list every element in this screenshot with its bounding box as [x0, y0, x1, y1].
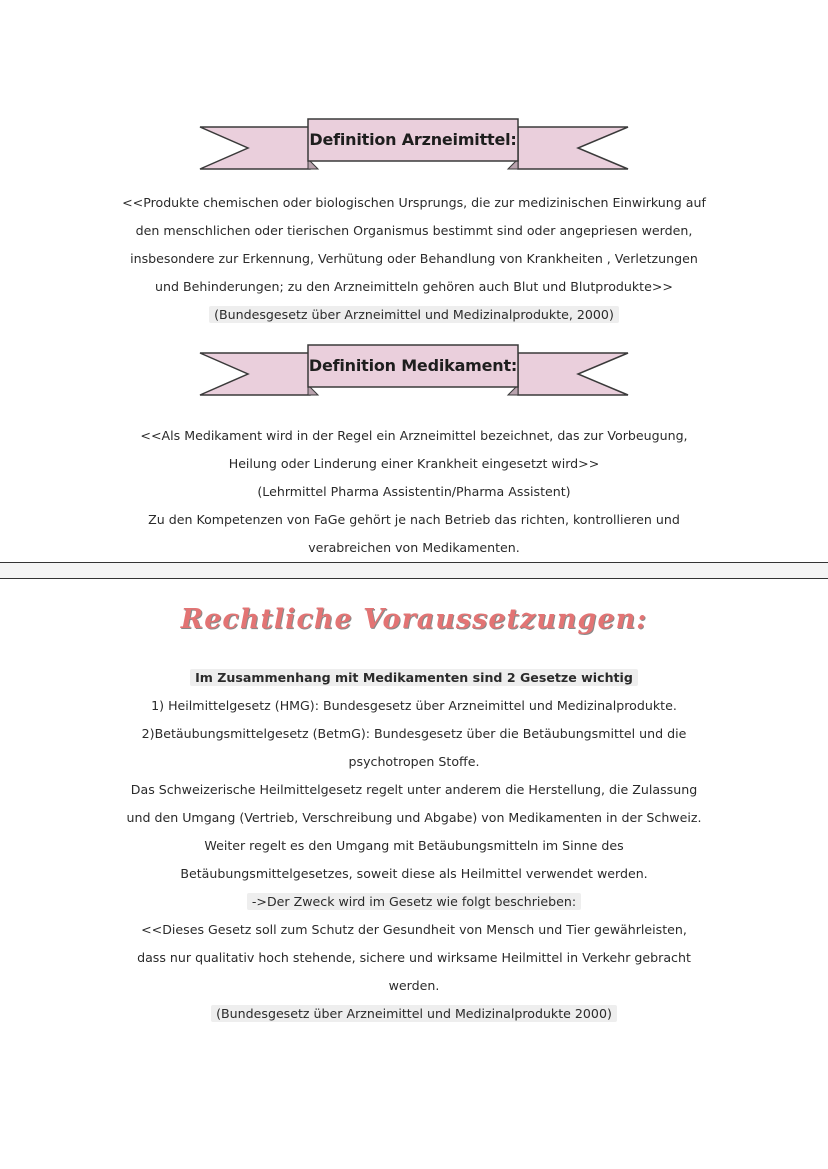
text-line: (Lehrmittel Pharma Assistentin/Pharma Assistent)	[257, 484, 571, 499]
text-line: Heilung oder Linderung einer Krankheit eingesetzt wird>>	[228, 456, 600, 471]
text-line: Zu den Kompetenzen von FaGe gehört je nach Betrieb das richten, kontrollieren und	[148, 512, 680, 527]
definition-arzneimittel-text	[90, 189, 738, 329]
ribbon-banner-medikament	[0, 343, 828, 403]
text-line: und den Umgang (Vertrieb, Verschreibung und Abgabe) von Medikamenten in der Schweiz.	[126, 810, 702, 825]
rechtliche-voraussetzungen-text	[90, 664, 738, 1028]
rechtliche-voraussetzungen-heading: Rechtliche Voraussetzungen:	[180, 604, 648, 635]
text-line: Betäubungsmittelgesetzes, soweit diese als Heilmittel verwendet werden.	[180, 866, 648, 881]
text-line: 1) Heilmittelgesetz (HMG): Bundesgesetz über Arzneimittel und Medizinalprodukte.	[151, 698, 677, 713]
definition-medikament-text	[90, 422, 738, 562]
purpose-line: ->Der Zweck wird im Gesetz wie folgt beschrieben:	[247, 893, 581, 910]
quote-line: <<Dieses Gesetz soll zum Schutz der Gesundheit von Mensch und Tier gewährleisten,	[141, 922, 687, 937]
text-line: den menschlichen oder tierischen Organismus bestimmt sind oder angepriesen werden,	[135, 223, 693, 238]
text-line: Das Schweizerische Heilmittelgesetz regelt unter anderem die Herstellung, die Zulassung	[130, 782, 698, 797]
text-line: verabreichen von Medikamenten.	[308, 540, 520, 555]
ribbon-banner-arzneimittel	[0, 117, 828, 177]
text-line: insbesondere zur Erkennung, Verhütung oder Behandlung von Krankheiten , Verletzungen	[130, 251, 698, 266]
page-divider	[0, 562, 828, 579]
quote-line: werden.	[388, 978, 440, 993]
source-citation: (Bundesgesetz über Arzneimittel und Medizinalprodukte, 2000)	[209, 306, 619, 323]
text-line: und Behinderungen; zu den Arzneimitteln gehören auch Blut und Blutprodukte>>	[155, 279, 673, 294]
text-line: 2)Betäubungsmittelgesetz (BetmG): Bundesgesetz über die Betäubungsmittel und die	[141, 726, 687, 741]
text-line: psychotropen Stoffe.	[348, 754, 480, 769]
intro-line: Im Zusammenhang mit Medikamenten sind 2 Gesetze wichtig	[190, 669, 638, 686]
definition-arzneimittel-title: Definition Arzneimittel:	[309, 129, 517, 149]
quote-line: dass nur qualitativ hoch stehende, sichere und wirksame Heilmittel in Verkehr gebracht	[137, 950, 691, 965]
text-line: Weiter regelt es den Umgang mit Betäubungsmitteln im Sinne des	[204, 838, 624, 853]
text-line: <<Als Medikament wird in der Regel ein Arzneimittel bezeichnet, das zur Vorbeugung,	[140, 428, 688, 443]
text-line: <<Produkte chemischen oder biologischen Ursprungs, die zur medizinischen Einwirkung auf	[122, 195, 706, 210]
source-citation: (Bundesgesetz über Arzneimittel und Medizinalprodukte 2000)	[211, 1005, 617, 1022]
definition-medikament-title: Definition Medikament:	[308, 355, 518, 375]
